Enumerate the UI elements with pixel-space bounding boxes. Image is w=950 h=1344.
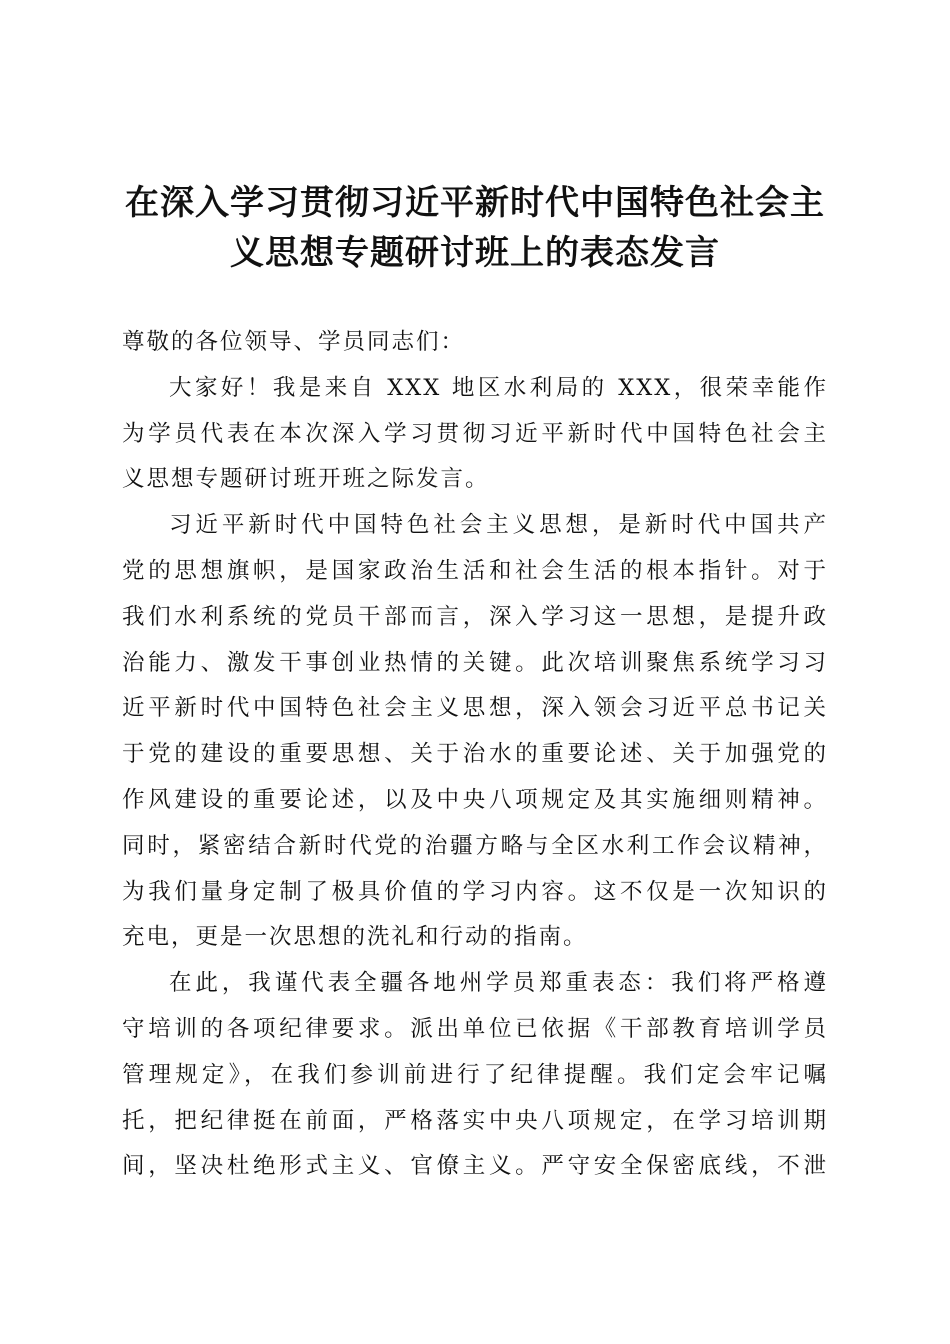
paragraph-3-line: 守培训的各项纪律要求。派出单位已依据《干部教育培训学员 — [122, 1015, 828, 1042]
paragraph-1-line: 为学员代表在本次深入学习贯彻习近平新时代中国特色社会主 — [122, 420, 828, 447]
title-line-2: 义思想专题研讨班上的表态发言 — [230, 233, 720, 273]
paragraph-2-line: 党的思想旗帜，是国家政治生活和社会生活的根本指针。对于 — [122, 557, 828, 584]
paragraph-1-line: 义思想专题研讨班开班之际发言。 — [122, 466, 490, 493]
document-title — [100, 178, 850, 278]
paragraph-2-line: 近平新时代中国特色社会主义思想，深入领会习近平总书记关 — [122, 695, 828, 722]
salutation: 尊敬的各位领导、学员同志们： — [122, 329, 466, 355]
paragraph-3-line: 管理规定》，在我们参训前进行了纪律提醒。我们定会牢记嘱 — [122, 1061, 828, 1088]
paragraph-2-line: 同时，紧密结合新时代党的治疆方略与全区水利工作会议精神， — [122, 832, 828, 859]
paragraph-2-line: 我们水利系统的党员干部而言，深入学习这一思想，是提升政 — [122, 603, 828, 630]
paragraph-3-line: 间，坚决杜绝形式主义、官僚主义。严守安全保密底线，不泄 — [122, 1153, 828, 1180]
paragraph-2-line: 为我们量身定制了极具价值的学习内容。这不仅是一次知识的 — [122, 878, 828, 905]
paragraph-2-line: 习近平新时代中国特色社会主义思想，是新时代中国共产 — [169, 512, 828, 539]
paragraph-2-line: 作风建设的重要论述，以及中央八项规定及其实施细则精神。 — [122, 786, 828, 813]
paragraph-3-line: 在此，我谨代表全疆各地州学员郑重表态：我们将严格遵 — [169, 970, 828, 997]
title-line-1: 在深入学习贯彻习近平新时代中国特色社会主 — [125, 183, 825, 223]
paragraph-2-line: 于党的建设的重要思想、关于治水的重要论述、关于加强党的 — [122, 741, 828, 768]
paragraph-2-line: 治能力、激发干事创业热情的关键。此次培训聚焦系统学习习 — [122, 649, 828, 676]
paragraph-1-line: 大家好！我是来自 XXX 地区水利局的 XXX，很荣幸能作 — [169, 374, 828, 401]
paragraph-3-line: 托，把纪律挺在前面，严格落实中央八项规定，在学习培训期 — [122, 1107, 828, 1134]
document-body — [122, 320, 828, 1190]
paragraph-2-line: 充电，更是一次思想的洗礼和行动的指南。 — [122, 924, 588, 951]
